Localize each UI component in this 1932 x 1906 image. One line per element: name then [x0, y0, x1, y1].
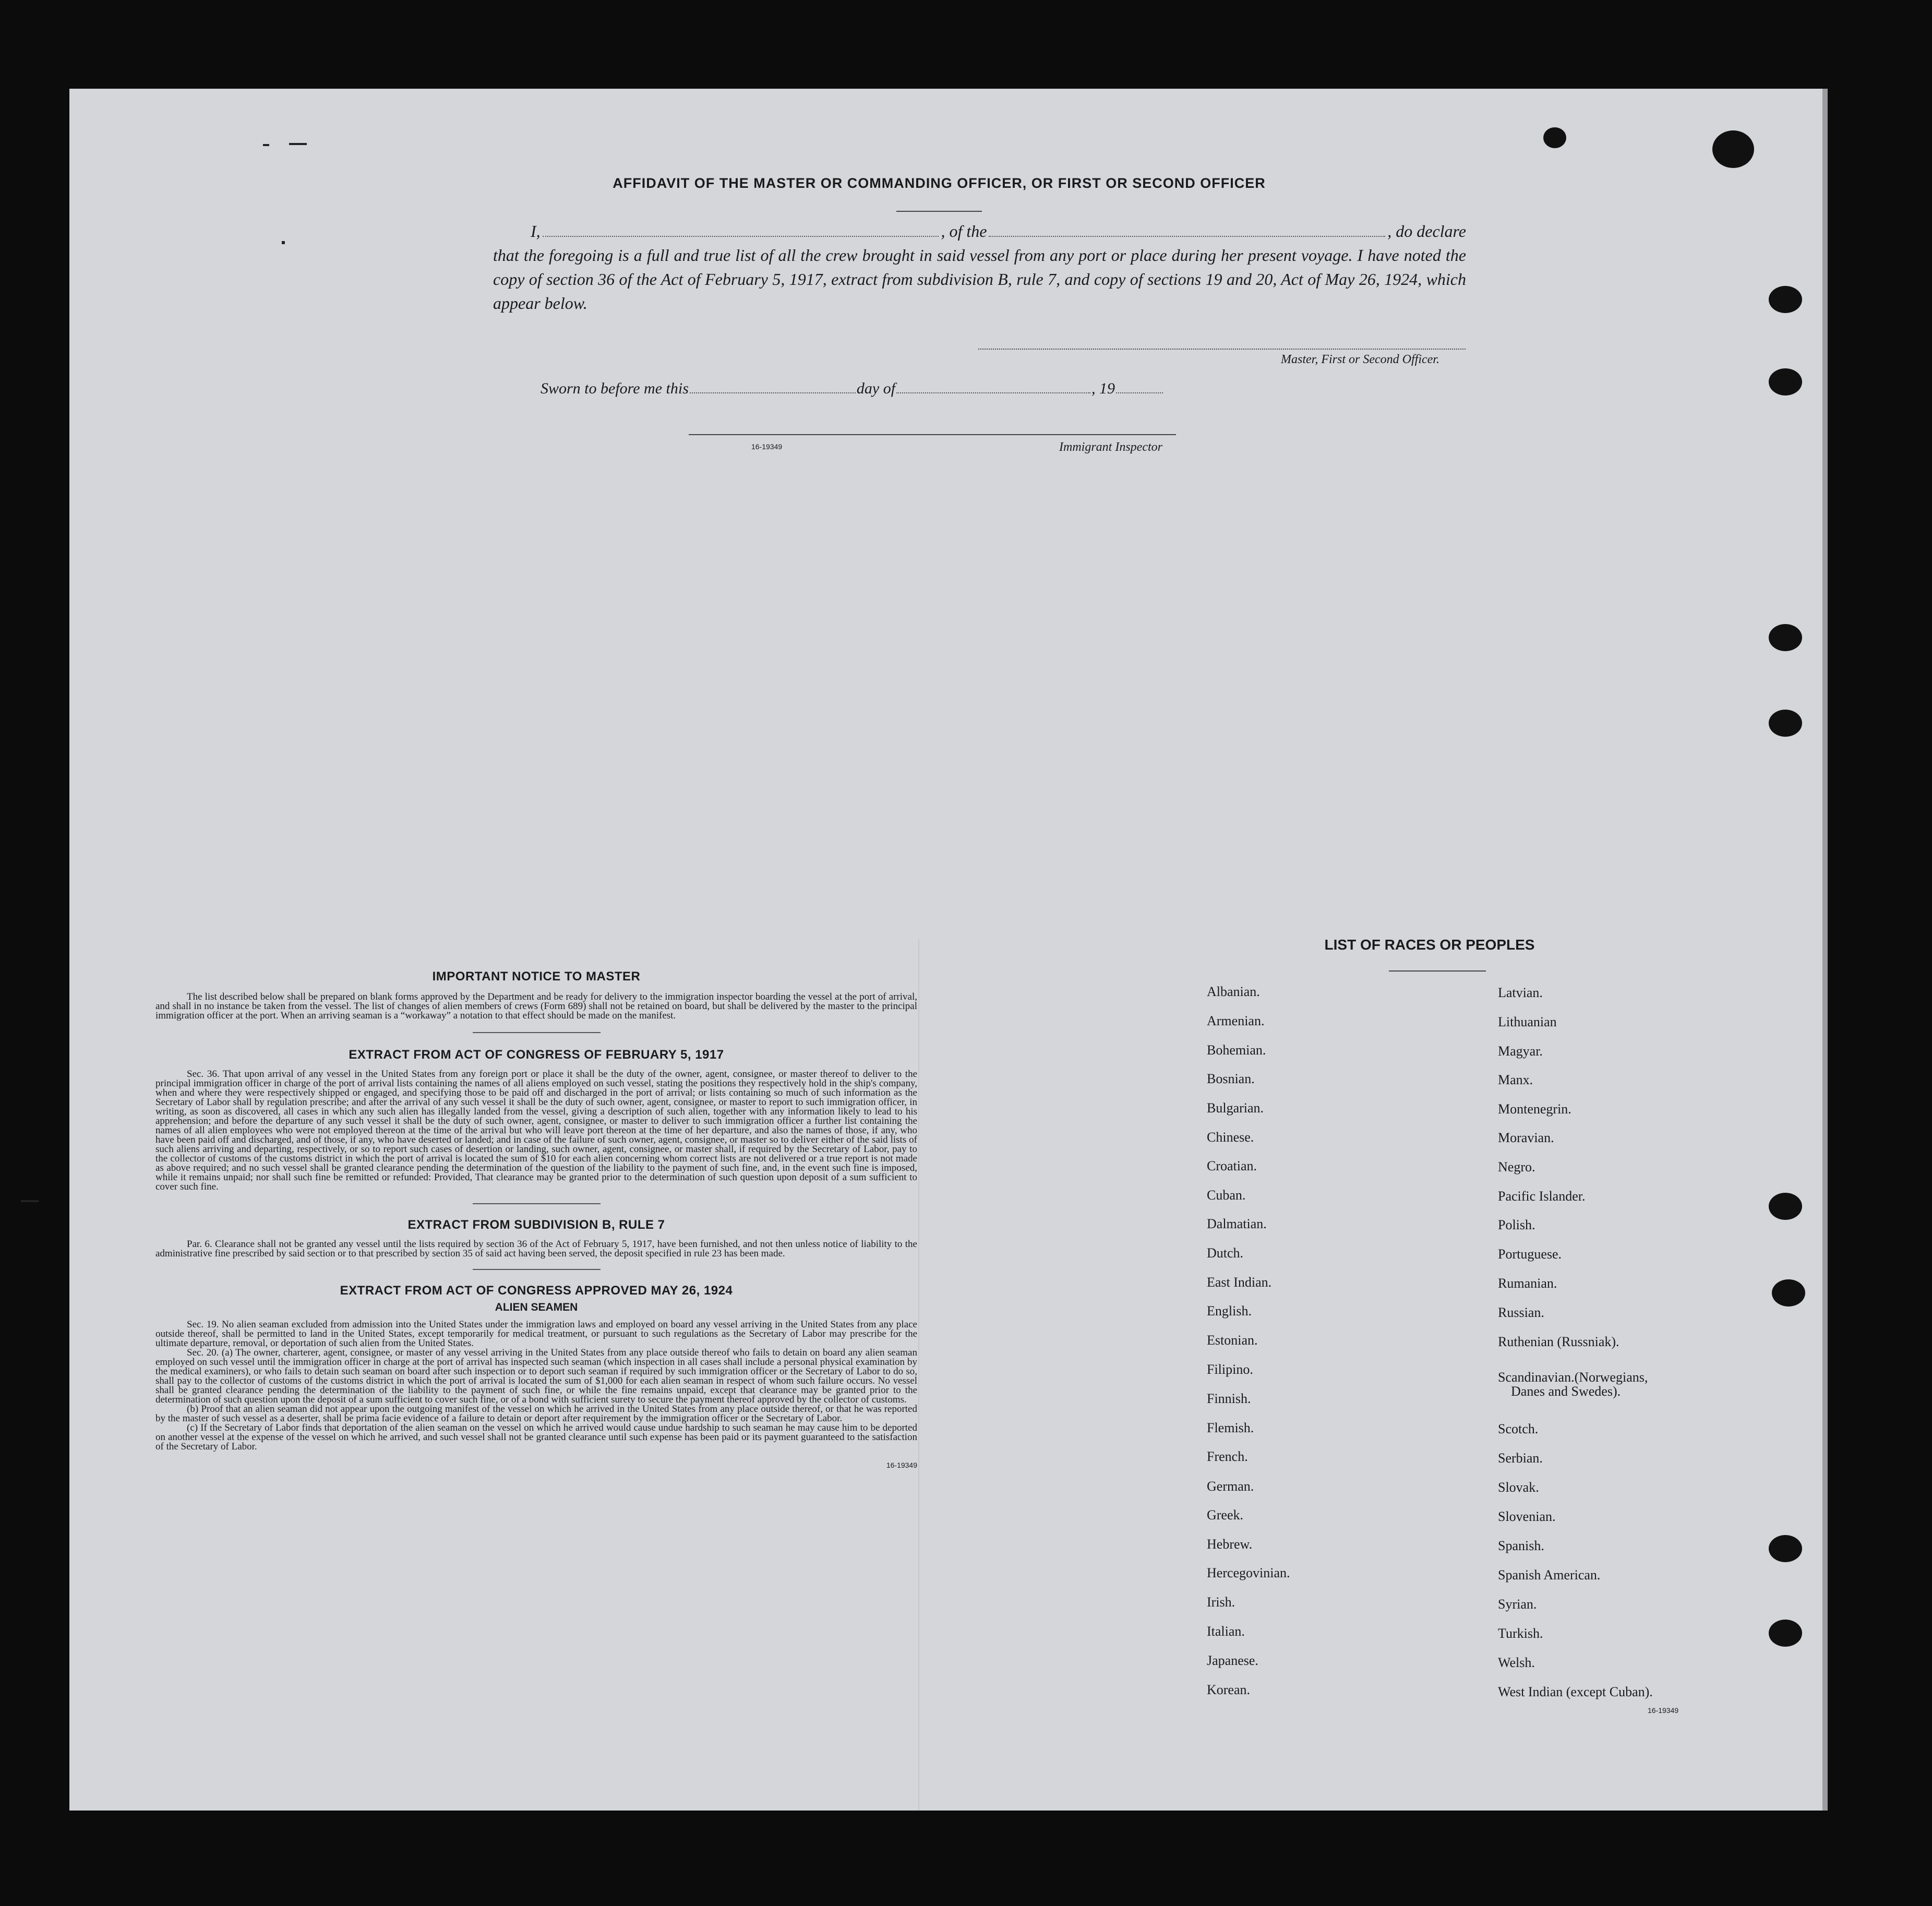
month-blank	[896, 392, 1090, 393]
punch-hole	[1769, 368, 1802, 395]
race-item: Scotch.	[1498, 1421, 1539, 1436]
race-item: German.	[1207, 1479, 1254, 1494]
race-item: West Indian (except Cuban).	[1498, 1684, 1653, 1699]
race-item: Chinese.	[1207, 1130, 1254, 1145]
declaration-mid: , of the	[941, 222, 987, 241]
race-item: Filipino.	[1207, 1362, 1253, 1377]
affidavit-body	[493, 219, 1466, 315]
race-item: Dutch.	[1207, 1245, 1244, 1261]
race-item: Welsh.	[1498, 1655, 1535, 1670]
race-item: East Indian.	[1207, 1275, 1272, 1290]
punch-hole	[1769, 286, 1802, 313]
race-item: Hercegovinian.	[1207, 1565, 1290, 1580]
sec-20a-text: Sec. 20. (a) The owner, charterer, agent, consignee, or master of any vessel arriving in the United States from any place outside thereof who fails to detain on board any alien seaman employed on such vessel until the immigration officer in charge at the port of arrival has inspected such seaman (which inspection in all cases shall include a personal physical examination by the medical examiners), or who fails to detain such seaman on board after such inspection or to deport such seaman if required by such immigration officer or the Secretary of Labor to do so, shall pay to the collector of customs of the customs district in which the port of arrival is located the sum of $1,000 for each alien seaman in respect of whom such failure occurs. No vessel shall be granted clearance pending the determination of the liability to the payment of such fine, or while the fine remains unpaid, except that clearance may be granted prior to the determination of such question upon the deposit of a sum sufficient to cover such fine, or of a bond with sufficient surety to secure the payment thereof approved by the collector of customs.	[155, 1347, 917, 1405]
ink-mark	[263, 144, 269, 146]
punch-hole	[1769, 624, 1802, 651]
race-item: Bosnian.	[1207, 1071, 1255, 1086]
race-item: Danes and Swedes).	[1511, 1384, 1621, 1399]
races-title-underline	[1389, 970, 1486, 972]
race-item: Pacific Islander.	[1498, 1189, 1586, 1204]
sworn-day: day of	[856, 380, 896, 397]
race-item: Italian.	[1207, 1624, 1245, 1639]
race-item: Lithuanian	[1498, 1014, 1557, 1029]
race-item: Polish.	[1498, 1217, 1535, 1232]
race-item: Latvian.	[1498, 985, 1543, 1000]
vessel-blank	[989, 236, 1385, 237]
race-item: Montenegrin.	[1498, 1101, 1571, 1117]
race-item: Korean.	[1207, 1682, 1251, 1697]
title-underline	[896, 211, 982, 212]
race-item: Flemish.	[1207, 1420, 1254, 1435]
race-item: Negro.	[1498, 1159, 1535, 1174]
section-divider	[473, 1032, 601, 1033]
declaration-text: that the foregoing is a full and true list of all the crew brought in said vessel from any port or place during her present voyage. I have noted the copy of section 36 of the Act of February 5, 1917, extract from subdivision B, rule 7, and copy of sections 19 and 20, Act of May 26, 1924, which appear below.	[493, 246, 1466, 313]
day-blank	[690, 392, 856, 393]
race-item: Spanish.	[1498, 1538, 1544, 1553]
race-item: Croatian.	[1207, 1158, 1257, 1173]
alien-seamen-subtitle: ALIEN SEAMEN	[495, 1301, 578, 1313]
extract-1917-text: Sec. 36. That upon arrival of any vessel in the United States from any foreign port or place it shall be the duty of the owner, agent, consignee, or master thereof to deliver to the principal immigration officer in charge of the port of arrival lists containing the names of all aliens employed on such vessel, stating the positions they respectively hold in the ship's company, when and where they were respectively shipped or engaged, and specifying those to be paid off and discharged in the port of arrival; or lists containing so much of such information as the Secretary of Labor shall by regulation prescribe; and after the arrival of any such vessel it shall be the duty of such owner, agent, consignee, or master to report to such immigration officer, in writing, as soon as discovered, all cases in which any such alien has illegally landed from the vessel, giving a description of such alien, together with any information likely to lead to his apprehension; and before the departure of any such vessel it shall be the duty of such owner, agent, consignee, or master to deliver to such immigration officer a further list containing the names of all alien employees who were not employed thereon at the time of the arrival but who will leave port thereon at the time of her departure, and also the names of those, if any, who have been paid off and discharged, and of those, if any, who have deserted or landed; and in case of the failure of such owner, agent, consignee, or master so to deliver either of the said lists of such aliens arriving and departing, respectively, or so to report such cases of desertion or landing, such owner, agent, consignee, or master shall, if required by the Secretary of Labor, pay to the collector of customs of the customs district in which the port of arrival is located the sum of $10 for each alien concerning whom correct lists are not delivered or a true report is not made as above required; and no such vessel shall be granted clearance pending the determination of the question of the liability to the payment of such fine, and, in the event such fine is imposed, while it remains unpaid; nor shall such fine be remitted or refunded: Provided, That clearance may be granted prior to the determination of such question upon deposit of a sum sufficient to cover such fine.	[155, 1069, 917, 1192]
form-number: 16-19349	[886, 1461, 917, 1469]
ink-mark	[21, 1200, 39, 1202]
signature-line	[978, 349, 1466, 350]
race-item: Cuban.	[1207, 1188, 1246, 1203]
race-item: English.	[1207, 1303, 1252, 1318]
extract-1917-title: EXTRACT FROM ACT OF CONGRESS OF FEBRUARY 5, 1917	[349, 1048, 724, 1062]
page-edge	[1822, 89, 1828, 1811]
race-item: Ruthenian (Russniak).	[1498, 1334, 1619, 1349]
race-item: Dalmatian.	[1207, 1216, 1267, 1231]
race-item: Armenian.	[1207, 1013, 1265, 1028]
race-item: Irish.	[1207, 1595, 1235, 1610]
race-item: Estonian.	[1207, 1333, 1258, 1348]
race-item: Greek.	[1207, 1507, 1244, 1523]
rule-7-title: EXTRACT FROM SUBDIVISION B, RULE 7	[407, 1218, 665, 1232]
race-item: Spanish American.	[1498, 1567, 1601, 1583]
rule-7-text: Par. 6. Clearance shall not be granted any vessel until the lists required by section 36 of the Act of February 5, 1917, have been furnished, and not then unless notice of liability to the administrative fine prescribed by said section or to that prescribed by section 35 of said act having been served, the deposit specified in rule 23 has been made.	[155, 1239, 917, 1259]
race-item: Bulgarian.	[1207, 1100, 1264, 1116]
sec-20b-text: (b) Proof that an alien seaman did not appear upon the outgoing manifest of the vessel on which he arrived in the United States from any place outside thereof, or that he was reported by the master of such vessel as a deserter, shall be prima facie evidence of a failure to detain or deport after requirement by the immigration officer or the Secretary of Labor.	[155, 1404, 917, 1424]
punch-hole	[1769, 1535, 1802, 1562]
race-item: Serbian.	[1498, 1451, 1543, 1466]
affidavit-title: AFFIDAVIT OF THE MASTER OR COMMANDING OFFICER, OR FIRST OR SECOND OFFICER	[613, 175, 1266, 191]
race-item: Syrian.	[1498, 1597, 1537, 1612]
race-item: Russian.	[1498, 1305, 1544, 1320]
declaration-end: , do declare	[1387, 222, 1466, 241]
section-divider	[473, 1203, 601, 1204]
section-divider	[473, 1269, 601, 1270]
regulations-column	[155, 969, 917, 1469]
sworn-line	[541, 380, 1182, 398]
inspector-label: Immigrant Inspector	[1059, 440, 1162, 454]
race-item: Albanian.	[1207, 984, 1260, 999]
declaration-start: I,	[531, 222, 541, 241]
extract-1924-title: EXTRACT FROM ACT OF CONGRESS APPROVED MAY 26, 1924	[340, 1284, 733, 1298]
page-fold	[918, 939, 919, 1811]
sworn-prefix: Sworn to before me this	[541, 380, 689, 397]
notice-title: IMPORTANT NOTICE TO MASTER	[432, 969, 641, 984]
race-item: Portuguese.	[1498, 1246, 1562, 1262]
race-item: Manx.	[1498, 1072, 1533, 1087]
race-item: Slovenian.	[1498, 1509, 1556, 1524]
punch-hole	[1769, 710, 1802, 737]
sworn-year: , 19	[1091, 380, 1115, 397]
race-item: Magyar.	[1498, 1044, 1543, 1059]
ink-mark	[282, 241, 285, 244]
inspector-signature-line	[689, 434, 1176, 435]
punch-hole	[1769, 1193, 1802, 1220]
sec-19-text: Sec. 19. No alien seaman excluded from admission into the United States under the immigration laws and employed on board any vessel arriving in the United States from any place outside thereof, shall be permitted to land in the United States, except temporarily for medical treatment, or pursuant to such regulations as the Secretary of Labor may prescribe for the ultimate departure, removal, or deportation of such alien from the United States.	[155, 1319, 917, 1349]
name-blank	[543, 236, 939, 237]
race-item: French.	[1207, 1449, 1248, 1464]
race-item: Hebrew.	[1207, 1537, 1253, 1552]
race-item: Slovak.	[1498, 1480, 1539, 1495]
declaration-line	[493, 219, 1466, 243]
race-item: Japanese.	[1207, 1653, 1258, 1668]
sec-20c-text: (c) If the Secretary of Labor finds that deportation of the alien seaman on the vessel on which he arrived would cause undue hardship to such seaman he may cause him to be deported on another vessel at the expense of the vessel on which he arrived, and such vessel shall not be granted clearance until such expense has been paid or its payment guaranteed to the satisfaction of the Secretary of Labor.	[155, 1422, 917, 1452]
race-item: Scandinavian.(Norwegians,	[1498, 1370, 1648, 1385]
punch-hole	[1772, 1279, 1805, 1306]
race-item: Bohemian.	[1207, 1042, 1266, 1058]
race-item: Turkish.	[1498, 1626, 1543, 1641]
ink-mark	[289, 143, 307, 145]
form-number: 16-19349	[751, 442, 783, 451]
race-item: Finnish.	[1207, 1391, 1251, 1406]
races-title: LIST OF RACES OR PEOPLES	[1324, 937, 1535, 953]
punch-hole	[1712, 130, 1754, 168]
race-item: Moravian.	[1498, 1130, 1554, 1145]
notice-text: The list described below shall be prepared on blank forms approved by the Department and be ready for delivery to the immigration inspector boarding the vessel at the port of arrival, and shall in no instance be taken from the vessel. The list of changes of alien members of crews (Form 689) shall not be retained on board, but shall be delivered by the master to the principal immigration officer at the port. When an arriving seaman is a “workaway” a notation to that effect should be made on the manifest.	[155, 991, 917, 1021]
punch-hole	[1543, 127, 1566, 148]
punch-hole	[1769, 1620, 1802, 1647]
race-item: Rumanian.	[1498, 1276, 1557, 1291]
signature-label: Master, First or Second Officer.	[1281, 353, 1439, 366]
year-blank	[1116, 392, 1163, 393]
form-number: 16-19349	[1648, 1706, 1679, 1715]
